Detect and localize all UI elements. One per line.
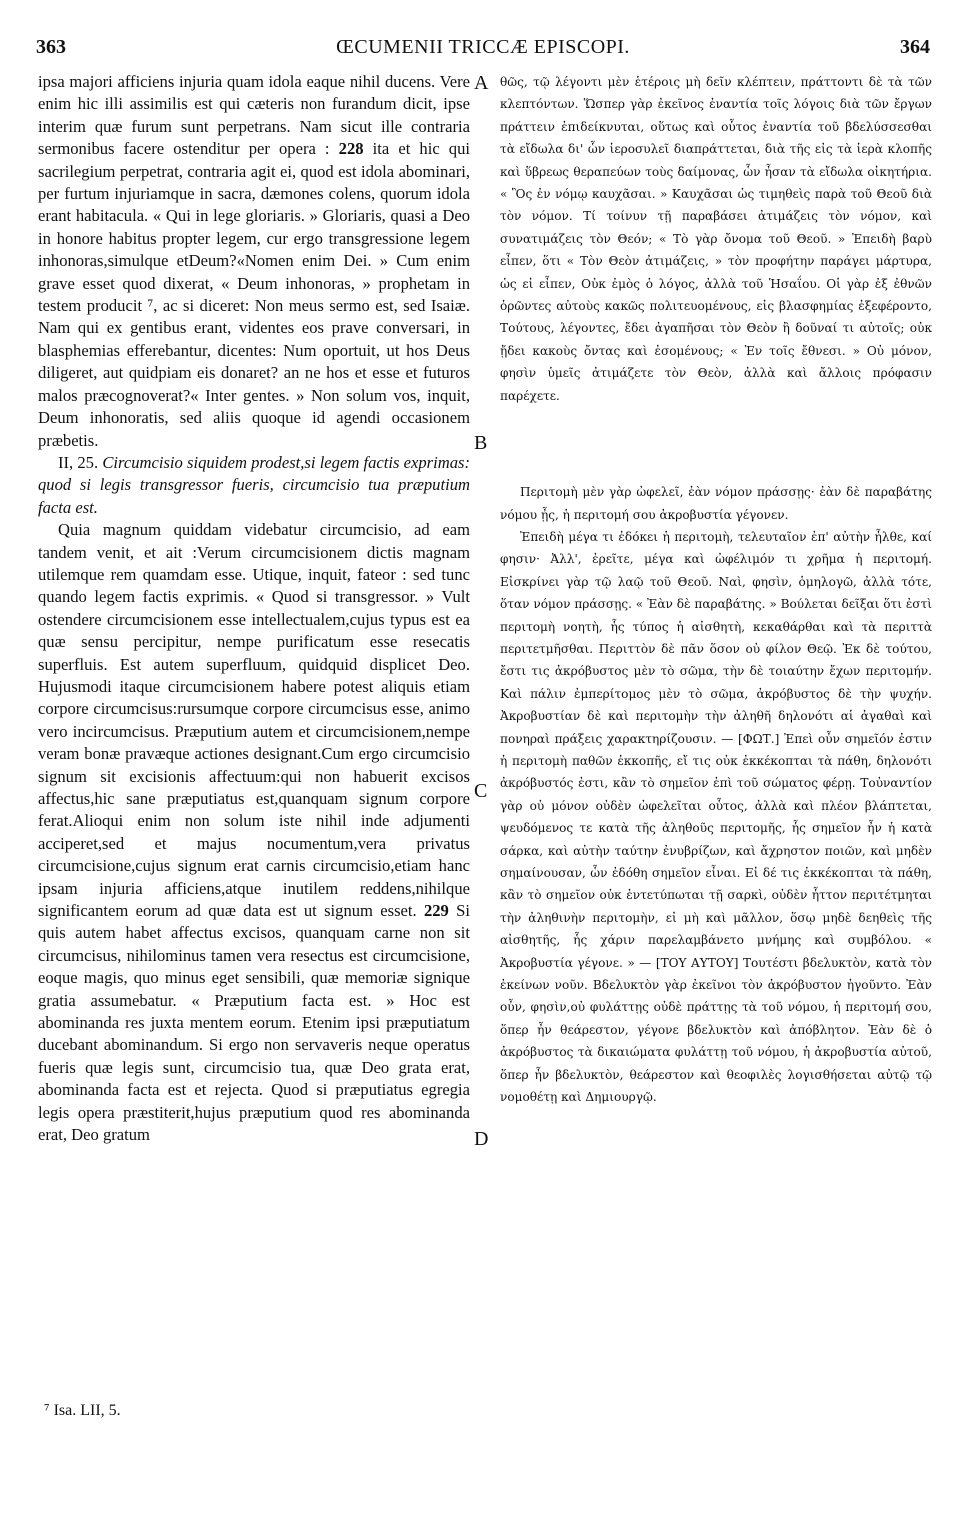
margin-marker-c: C [474, 780, 488, 802]
margin-marker-d: D [474, 1128, 489, 1150]
section-number: 228 [338, 139, 364, 159]
section-number: 229 [423, 901, 449, 921]
latin-paragraph [38, 71, 470, 452]
verse-text: Circumcisio siquidem prodest,si legem factis exprimas: quod si legis transgressor fueris, circumcisio tua præputium facta est. [38, 452, 470, 517]
footnote: ⁷ Isa. LII, 5. [44, 1402, 121, 1419]
latin-text: Quia magnum quiddam videbatur circumcisio, ad eam tandem venit, et ait :Verum circumcisionem dictis magnam utilemque rem quamdam esse. Utique, inquit, fateor : sed tunc quando legem factis exprimis. « Quod si transgressor. » Vult ostendere circumcisionem esse intellectualem,cujus typus est ea quæ sensu percipitur, nempe purificatum esse resecatis superfluis. Est autem superfluum, quidquid displicet Deo. Hujusmodi itaque circumcisionem habere potest aliquis etiam corpore circumcisus:rursumque corpore circumcisus esse, animo vero incircumcisus. Præputium autem et circumcisionem,nempe veram bonæ pravæque actiones designant.Cum ergo circumcisio signum sit excisionis affectuum:qui non habuerit excisos affectus,hic sane præputiatus est,quanquam signum corpore ferat.Alioqui enim non solum iste nihil inde adjumenti acciperet,sed et majus nocumentum,vera privatus circumcisione,cujus signum erat carnis circumcisio,etiam hanc ipsam injuria afficiens,atque inutilem reddens,nihilque significantem eorum ad quæ data est ut signum esset. [38, 520, 470, 921]
latin-text: Si quis autem habet affectus excisos, quanquam carne non sit circumcisus, nihilominus tamen vera resectus est circumcisione, eoque magis, quo minus eget sensibili, quæ memoriæ signique gratia assumebatur. « Præputium facta est. » Hoc est abominanda res juxta mentem eorum. Etenim ipsi præputiatum ducebant abominandum. Si ergo non servaveris neque operatus fueris quæ legis sunt, circumcisio tua, quæ Deo grata erat, abominanda facta est et rejecta. Quod si præputiatus egregia legis opera præstiterit,hujus præputium quod res abominanda erat, Deo gratum [38, 901, 470, 1145]
right-page-number: 364 [900, 36, 930, 58]
page-header [36, 36, 930, 66]
margin-marker-b: B [474, 432, 488, 454]
latin-text: ita et hic qui sacrilegium perpetrat, contraria agit ei, quod est idola abominari, per furtum injuriamque in sacra, dæmones colens, quorum idola erant habitacula. « Qui in lege gloriaris. » Gloriaris, quasi a Deo in honore habitus propter legem, cur ergo transgressione legem inhonoras,simulque etDeum?«Nomen enim Dei. » Cum enim grave esset quod dixerat, « Deum inhonoras, » prophetam in testem producit ⁷, ac si diceret: Non meus sermo est, sed Isaiæ. Nam qui ex gentibus erant, videntes eos prave conversari, in blasphemias efferebantur, dicentes: Num oportuit, ut hos Deus diligeret, aut quidpiam eis donaret? an ne hos et esse et futuros malos præcognoverat?« Inter gentes. » Non solum vos, inquit, Deum inhonoratis, sed aliis quoque id agendi occasionem præbetis. [38, 139, 470, 450]
greek-paragraph: θῶς, τῷ λέγοντι μὲν ἑτέροις μὴ δεῖν κλέπτειν, πράττοντι δὲ τὰ τῶν κλεπτόντων. Ὥσπερ γὰρ ἐκεῖνος ἐναντία τοῖς λόγοις διὰ τῶν ἔργων πράττειν ἐπιδείκνυται, οὕτως καὶ οὗτος ἐναντία τοῦ βδελύσσεσθαι τὰ εἴδωλα δι' ὧν ἱεροσυλεῖ διαπράττεται, διὰ τῆς εἰς τὰ ἱερὰ κλοπῆς καὶ ὕβρεως θεραπεύων τοὺς δαίμονας, ὧν ἦσαν τὰ εἴδωλα οἰκητήρια. « Ὃς ἐν νόμῳ καυχᾶσαι. » Καυχᾶσαι ὡς τιμηθεὶς παρὰ τοῦ Θεοῦ διὰ τὸν νόμον. Τί τοίνυν τῇ παραβάσει ἀτιμάζεις τὸν νόμον, καὶ συνατιμάζεις τὸν Θεόν; « Τὸ γὰρ ὄνομα τοῦ Θεοῦ. » Ἐπειδὴ βαρὺ εἶπεν, ὅτι « Τὸν Θεὸν ἀτιμάζεις, » τὸν προφήτην παράγει μάρτυρα, ὡς εἰ εἶπεν, Οὐκ ἐμὸς ὁ λόγος, ἀλλὰ τοῦ Ἡσαΐου. Οἱ γὰρ ἐξ ἐθνῶν ὁρῶντες αὐτοὺς κακῶς πολιτευομένους, εἰς βλασφημίας ἐξεφέροντο, Τούτους, λέγοντες, ἔδει ἀγαπῆσαι τὸν Θεὸν ἢ δοῦναί τι αὐτοῖς; οὐκ ᾔδει κακοὺς ὄντας καὶ ἐσομένους; « Ἐν τοῖς ἔθνεσι. » Οὐ μόνον, φησὶν ὑμεῖς ἀτιμάζετε τὸν Θεὸν, ἀλλὰ καὶ ἄλλοις πρόφασιν παρέχετε. [500, 75, 932, 403]
verse-reference: II, 25. [58, 452, 99, 472]
scripture-verse [38, 452, 470, 519]
greek-verse: Περιτομὴ μὲν γὰρ ὠφελεῖ, ἐὰν νόμον πράσσῃς· ἐὰν δὲ παραβάτης νόμου ᾖς, ἡ περιτομή σου ἀκροβυστία γέγονεν. [500, 485, 932, 522]
latin-paragraph [38, 519, 470, 1146]
running-title: ŒCUMENII TRICCÆ EPISCOPI. [336, 36, 630, 58]
latin-text: ipsa majori afficiens injuria quam idola eaque nihil ducens. Vere enim hic illi assimilis est qui cæteris non furandum dicit, ipse interim quæ furum sunt perpetrans. Nam sicut ille contraria sermonibus facere ostenditur per opera : [38, 72, 470, 159]
spacer [500, 407, 932, 481]
greek-column [500, 71, 932, 1108]
margin-marker-a: A [474, 72, 489, 94]
greek-paragraph: Ἐπειδὴ μέγα τι ἐδόκει ἡ περιτομὴ, τελευταῖον ἐπ' αὐτὴν ἦλθε, καί φησιν· Ἀλλ', ἐρεῖτε, μέγα καὶ ὠφέλιμόν τι χρῆμα ἡ περιτομή. Εἰσκρίνει γὰρ τῷ λαῷ τοῦ Θεοῦ. Ναὶ, φησὶν, ὁμηλογῶ, ἀλλὰ τότε, ὅταν νόμον πράσσῃς. « Ἐὰν δὲ παραβάτης. » Βούλεται δεῖξαι ὅτι ἐστὶ περιτομὴ νοητὴ, ἧς τύπος ἡ αἰσθητὴ, κεκαθάρθαι καὶ τὰ περιττὰ περιτετμῆσθαι. Περιττὸν δὲ πᾶν ὅσον οὐ φίλον Θεῷ. Ἐκ δὲ τούτου, ἔστι τις ἀκρόβυστος μὲν τὸ σῶμα, τὴν δὲ τοιαύτην ἔχων περιτομήν. Καὶ πάλιν ἐμπερίτομος μὲν τὸ σῶμα, ἀκρόβυστος δὲ τὴν ψυχήν. Ἀκροβυστίαν δὲ καὶ περιτομὴν τὴν ἀληθῆ δηλονότι αἱ ἀγαθαὶ καὶ πονηραὶ πράξεις χαρακτηρίζουσιν. — [ΦΩΤ.] Ἐπεὶ οὖν σημεῖόν ἐστιν ἡ περιτομὴ παθῶν ἐκκοπῆς, εἴ τις οὐκ ἐκκέκοπται τὰ πάθη, δηλονότι ἀκρόβυστός ἐστι, κἂν τὸ σημεῖον ἐπὶ τοῦ σώματος φέρῃ. Τοὐναντίον γὰρ οὐ μόνον οὐδὲν ὠφελεῖται οὗτος, ἀλλὰ καὶ πλέον βλάπτεται, ψευδόμενος τε κατὰ τῆς ἀληθοῦς περιτομῆς, ἧς σημεῖον ἦν ἡ κατὰ σάρκα, καὶ αὐτὴν ταύτην ἐνυβρίζων, καὶ ἄχρηστον ποιῶν, καὶ μηδὲν σημαίνουσαν, ὧν ἐδόθη σημεῖον εἶναι. Εἰ δέ τις ἐκκέκοπται τὰ πάθη, κἂν τὸ σημεῖον οὐκ ἐντετύπωται τῇ σαρκὶ, οὐδὲν ἧττον περιτέτμηται τὴν ἀληθινὴν περιτομὴν, εἰ μὴ καὶ μᾶλλον, ὅσῳ μηδὲ δεηθεὶς τῆς αἰσθητῆς, ἧς χάριν παρελαμβάνετο μνήμης καὶ συμβόλου. « Ἀκροβυστία γέγονε. » — [ΤΟΥ ΑΥΤΟΥ] Τουτέστι βδελυκτὸν, κατὰ τὸν ἐκείνων νοῦν. Βδελυκτὸν γὰρ ἐκεῖνοι τὸν ἀκρόβυστον ἡγοῦντο. Ἐὰν οὖν, φησὶν,οὐ φυλάττῃς οὐδὲ πράττῃς τὰ τοῦ νόμου, ἡ περιτομή σου, ὅπερ ἦν θεάρεστον, γέγονε βδελυκτὸν καὶ ἀπόβλητον. Ἐὰν δὲ ὁ ἀκρόβυστος τὰ δικαιώματα φυλάττῃ τοῦ νόμου, ἡ ἀκροβυστία αὐτοῦ, ὅπερ ἦν βδελυκτὸν, θεάρεστον καὶ θεοφιλὲς λογισθήσεται αὐτῷ τῷ νομοθέτῃ καὶ Δημιουργῷ. [500, 529, 932, 1105]
left-page-number: 363 [36, 36, 66, 58]
latin-column [38, 71, 470, 1147]
